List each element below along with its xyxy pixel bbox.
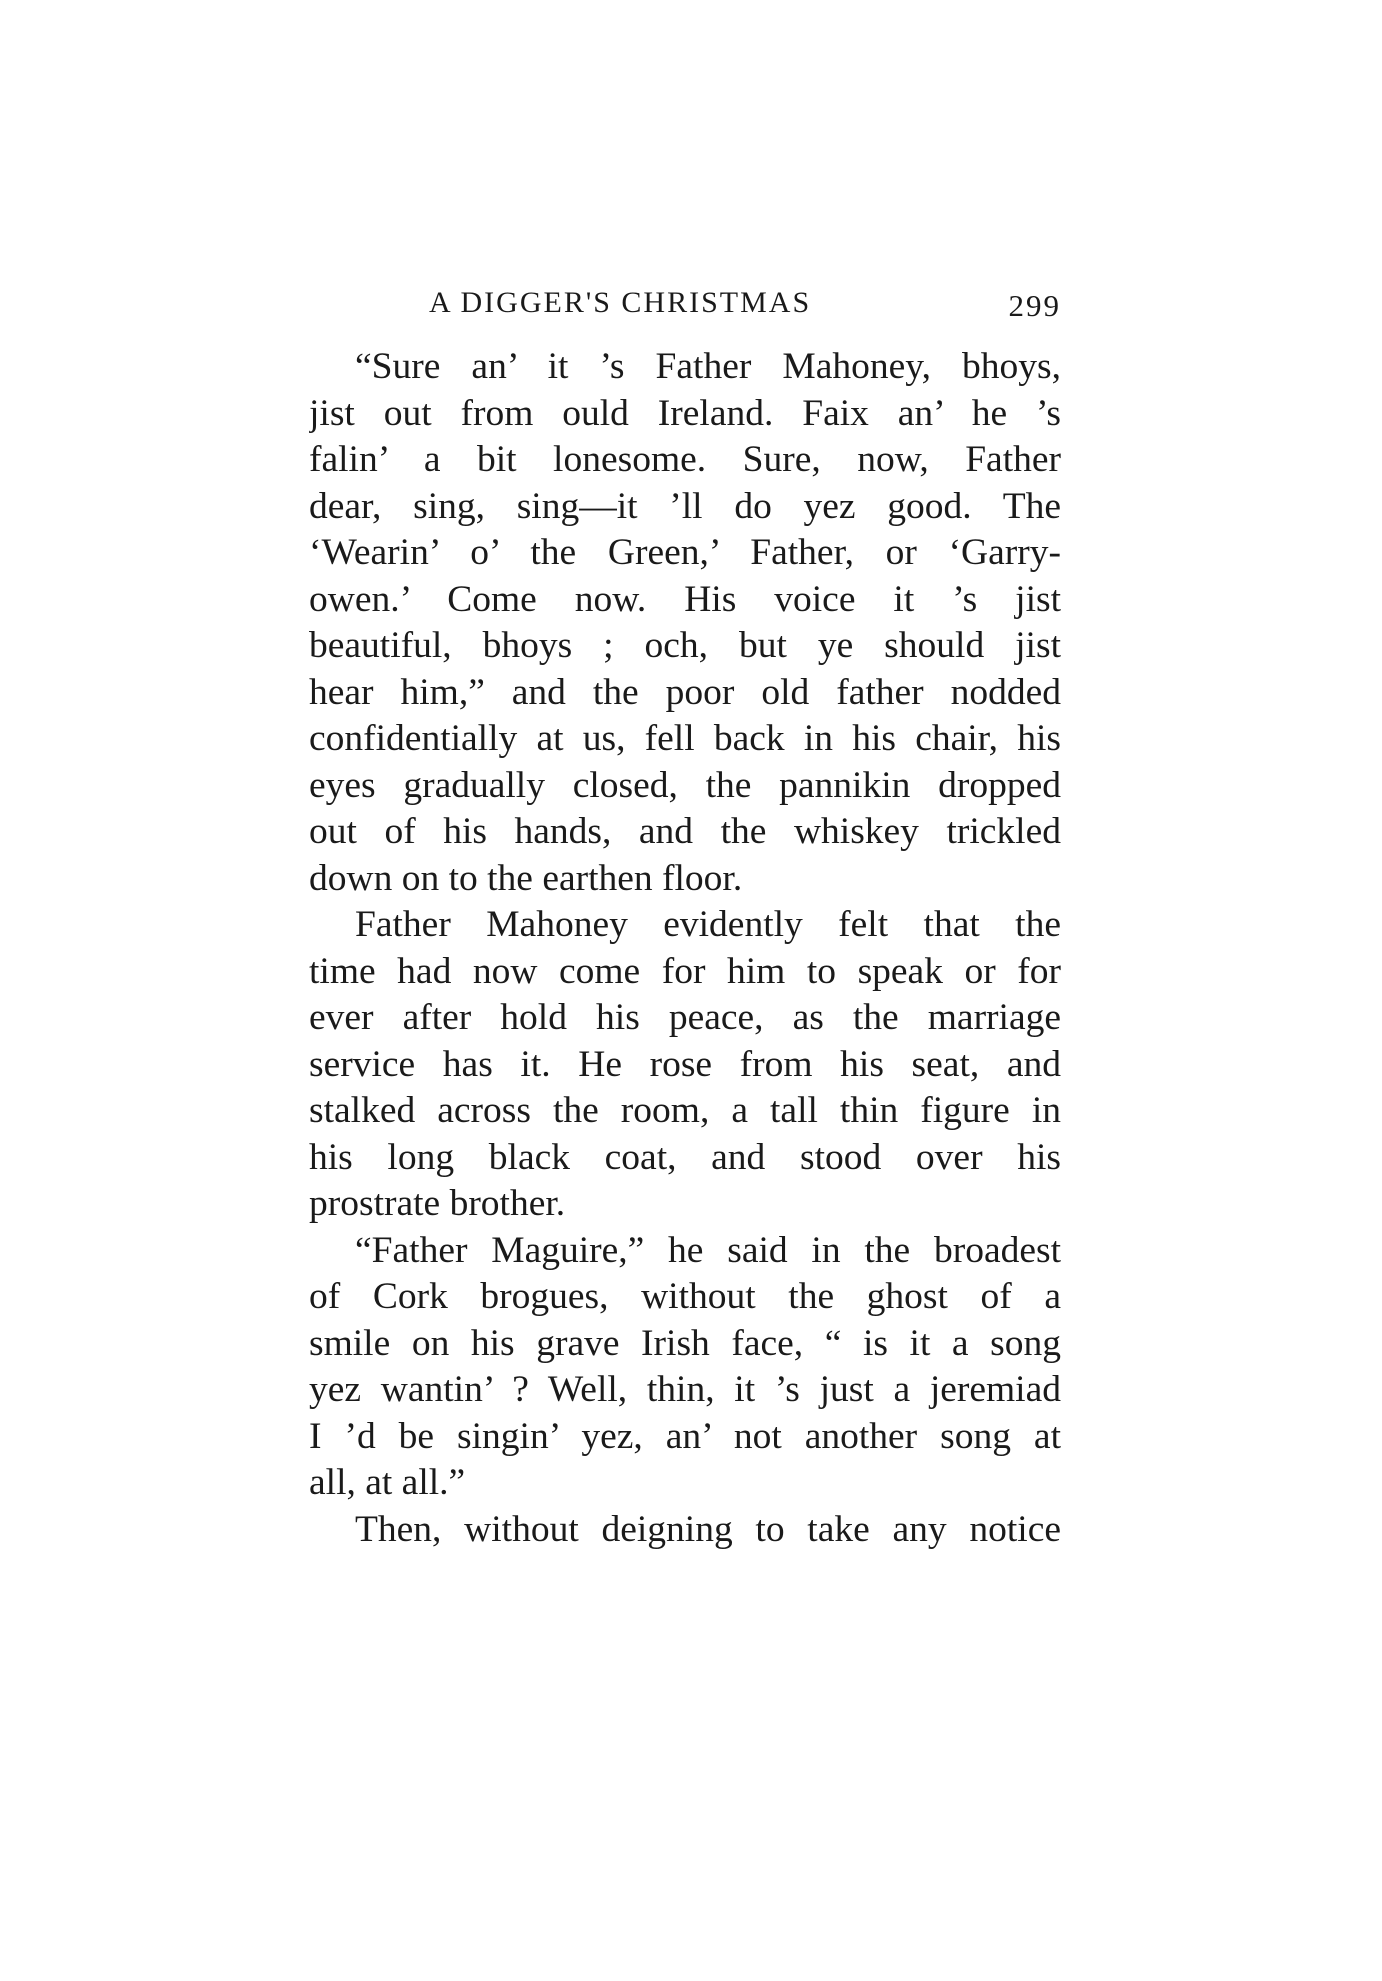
text-line: “Sure an’ it ’s Father Mahoney, bhoys,	[355, 346, 1061, 387]
text-line: stalked across the room, a tall thin figure in	[309, 1090, 1061, 1131]
text-line: Then, without deigning to take any notice	[355, 1508, 1061, 1550]
text-line: yez wantin’ ? Well, thin, it ’s just a jeremiad	[309, 1369, 1061, 1410]
text-line: confidentially at us, fell back in his chair, his	[309, 718, 1061, 759]
text-line: falin’ a bit lonesome. Sure, now, Father	[309, 439, 1061, 480]
running-head	[309, 280, 1061, 336]
paragraph	[309, 902, 1061, 1228]
text-line: his long black coat, and stood over his	[309, 1136, 1061, 1178]
text-line: down on to the earthen floor.	[309, 857, 743, 899]
text-line: service has it. He rose from his seat, and	[309, 1043, 1061, 1085]
book-page	[309, 280, 1061, 1553]
text-line: smile on his grave Irish face, “ is it a song	[309, 1322, 1061, 1364]
paragraph	[309, 1228, 1061, 1507]
text-line: hear him,” and the poor old father nodded	[309, 671, 1061, 713]
running-head-title: A DIGGER'S CHRISTMAS	[429, 286, 812, 319]
text-line: of Cork brogues, without the ghost of a	[309, 1276, 1061, 1317]
text-line: I ’d be singin’ yez, an’ not another song at	[309, 1415, 1061, 1457]
body-text	[309, 344, 1061, 1553]
text-line: time had now come for him to speak or for	[309, 950, 1061, 992]
text-line: jist out from ould Ireland. Faix an’ he ’s	[309, 392, 1061, 434]
text-line: ‘Wearin’ o’ the Green,’ Father, or ‘Garry-	[309, 532, 1061, 573]
text-line: out of his hands, and the whiskey trickled	[309, 811, 1061, 852]
text-line: Father Mahoney evidently felt that the	[355, 904, 1061, 945]
text-line: “Father Maguire,” he said in the broadest	[355, 1229, 1061, 1271]
paragraph	[309, 344, 1061, 902]
text-line: dear, sing, sing—it ’ll do yez good. The	[309, 485, 1061, 527]
page-number: 299	[1008, 288, 1061, 323]
text-line: owen.’ Come now. His voice it ’s jist	[309, 578, 1061, 620]
paragraph	[309, 1507, 1061, 1554]
text-line: all, at all.”	[309, 1462, 466, 1503]
text-line: eyes gradually closed, the pannikin dropped	[309, 764, 1061, 806]
text-line: beautiful, bhoys ; och, but ye should jist	[309, 625, 1061, 666]
text-line: ever after hold his peace, as the marriage	[309, 997, 1061, 1038]
text-line: prostrate brother.	[309, 1183, 566, 1224]
